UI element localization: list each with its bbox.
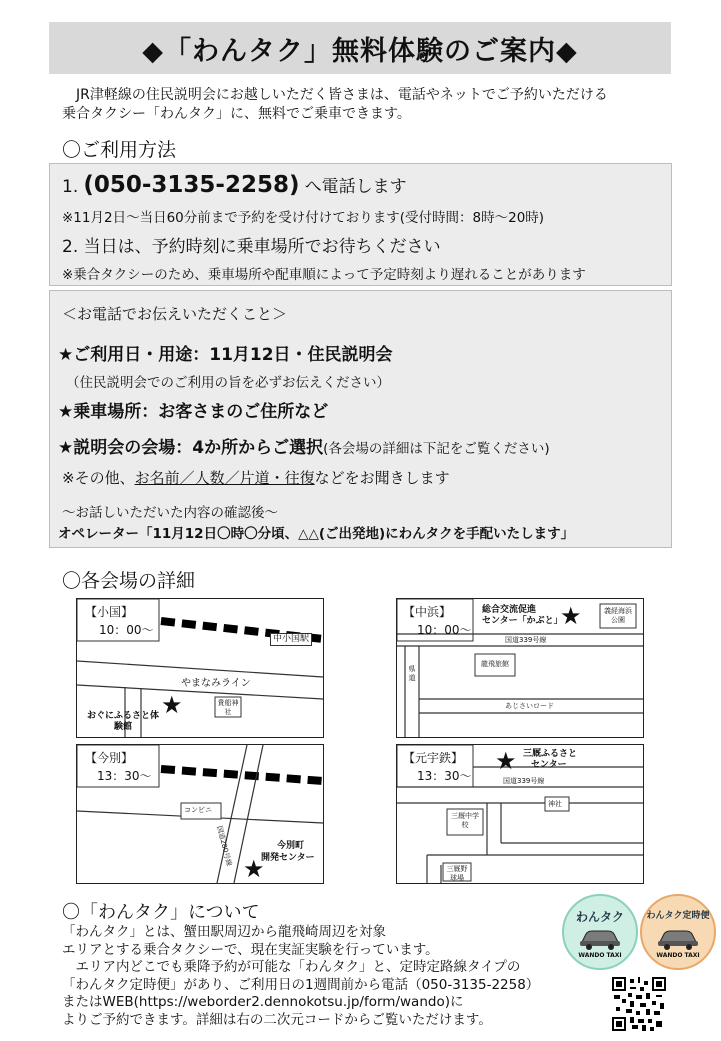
map-nakahama-time: 10：00～ <box>417 623 472 637</box>
info-item-venue-label: ★説明会の会場：4か所からご選択 <box>58 438 324 458</box>
phone-info-heading: ＜お電話でお伝えいただくこと＞ <box>62 305 288 323</box>
map-imabetsu-name: 【今別】 <box>85 751 134 765</box>
map-nakahama-park: 義経海浜公園 <box>604 607 632 624</box>
map-nakahama-name: 【中浜】 <box>403 605 452 619</box>
map-kokuni <box>76 598 324 738</box>
logo2-sub: WANDO TAXI <box>656 952 700 959</box>
about-line-5: またはWEB(https://weborder2.dennokotsu.jp/form/wando)に <box>62 994 464 1010</box>
map-motouta-star-icon: ★ <box>495 747 517 775</box>
about-line-3: エリア内どこでも乗降予約が可能な「わんタク」と、定時定路線タイプの <box>62 959 521 975</box>
map-nakahama-road: あじさいロード <box>505 702 554 710</box>
map-kokuni-star-icon: ★ <box>161 691 183 719</box>
step1-note: ※11月2日～当日60分前まで予約を受け付けております(受付時間：8時～20時) <box>62 210 545 226</box>
page-title: ◆「わんタク」無料体験のご案内◆ <box>49 22 671 74</box>
usage-box <box>49 163 672 286</box>
map-nakahama-route: 国道339号線 <box>505 636 547 644</box>
car-icon <box>656 926 700 950</box>
map-kokuni-shrine: 貴船神社 <box>217 699 239 716</box>
map-kokuni-venue: おぐにふるさと体験館 <box>87 711 160 732</box>
intro-text <box>62 86 672 124</box>
map-kokuni-road: やまなみライン <box>181 678 251 689</box>
about-line-4: 「わんタク定時便」があり、ご利用日の1週間前から電話（050-3135-2258） <box>62 976 540 993</box>
qr-code-icon[interactable] <box>612 977 666 1031</box>
logo1-sub: WANDO TAXI <box>578 952 622 959</box>
info-other-items: お名前／人数／片道・往復 <box>134 469 315 487</box>
about-heading: 〇「わんタク」について <box>62 902 260 923</box>
step2-note: ※乗合タクシーのため、乗車場所や配車順によって予定時刻より遅れることがあります <box>62 267 586 283</box>
map-motouta-shrine: 神社 <box>548 800 562 808</box>
intro-line-2: 乗合タクシー「わんタク」に、無料でご乗車できます。 <box>62 106 411 122</box>
info-operator: オペレーター「11月12日〇時〇分頃、△△(ご出発地)にわんタクを手配いたします」 <box>58 526 575 542</box>
step1-phone: (050-3135-2258) <box>83 172 300 198</box>
info-item-date-note: （住民説明会でのご利用の旨を必ずお伝えください） <box>66 375 390 391</box>
map-imabetsu-route: 国道280号線 <box>215 825 234 868</box>
info-item-pickup: ★乗車場所：お客さまのご住所など <box>58 402 329 422</box>
map-nakahama-side: 県道 <box>408 665 416 682</box>
map-imabetsu-venue-l1: 今別町 <box>277 841 305 851</box>
usage-heading: 〇ご利用方法 <box>62 139 177 161</box>
wando-teiji-logo <box>640 894 716 970</box>
info-other-prefix: ※その他、 <box>62 469 135 487</box>
map-motouta-school: 三厩中学校 <box>451 812 479 829</box>
info-other <box>62 467 450 488</box>
about-line-1: 「わんタク」とは、蟹田駅周辺から龍飛崎周辺を対象 <box>62 924 386 940</box>
about-text <box>62 924 610 1029</box>
map-nakahama <box>396 598 644 738</box>
wando-taxi-logo <box>562 894 638 970</box>
venues-heading: 〇各会場の詳細 <box>62 570 196 592</box>
map-nakahama-venue-l1: 総合交流促進 <box>482 605 537 615</box>
car-icon <box>578 926 622 950</box>
map-motouta-name: 【元宇鉄】 <box>403 751 464 765</box>
about-line-2: エリアとする乗合タクシーで、現在実証実験を行っています。 <box>62 941 439 958</box>
map-motouta-route: 国道339号線 <box>503 777 545 785</box>
intro-line-1: JR津軽線の住民説明会にお越しいただく皆さまは、電話やネットでご予約いただける <box>62 87 608 103</box>
map-kokuni-time: 10：00～ <box>99 623 154 637</box>
info-item-venue <box>58 433 550 458</box>
info-confirm: ～お話しいただいた内容の確認後～ <box>62 505 278 521</box>
map-motouta-field: 三厩野球場 <box>446 865 468 882</box>
map-motouta <box>396 744 644 884</box>
map-imabetsu <box>76 744 324 884</box>
step1 <box>62 172 407 198</box>
info-other-suffix: などをお聞きします <box>314 469 450 487</box>
step1-prefix: 1. <box>62 177 79 197</box>
map-motouta-time: 13：30～ <box>417 769 472 783</box>
map-imabetsu-star-icon: ★ <box>243 855 265 883</box>
logo2-text: わんタク定時便 <box>646 911 710 921</box>
logo1-text: わんタク <box>575 910 624 924</box>
info-item-date: ★ご利用日・用途：11月12日・住民説明会 <box>58 345 393 365</box>
step2: 2. 当日は、予約時刻に乗車場所でお待ちください <box>62 237 441 257</box>
map-nakahama-inn: 龍飛旅館 <box>481 660 509 668</box>
map-imabetsu-time: 13：30～ <box>97 769 152 783</box>
map-imabetsu-conv: コンビニ <box>184 806 212 814</box>
map-motouta-venue-l1: 三厩ふるさと <box>523 749 578 759</box>
info-item-venue-note: (各会場の詳細は下記をご覧ください) <box>323 441 550 457</box>
map-nakahama-star-icon: ★ <box>560 602 582 630</box>
qr-code-graphic <box>612 977 666 1031</box>
about-line-6: よりご予約できます。詳細は右の二次元コードからご覧いただけます。 <box>62 1011 492 1028</box>
step1-suffix: へ電話します <box>304 177 407 197</box>
phone-info-box <box>49 290 672 548</box>
map-kokuni-name: 【小国】 <box>85 605 134 619</box>
map-kokuni-station: 中小国駅 <box>270 633 312 646</box>
map-imabetsu-venue-l2: 開発センター <box>261 853 315 863</box>
map-motouta-venue-l2: センター <box>531 760 567 770</box>
map-nakahama-venue-l2: センター「かぶと」 <box>482 616 563 626</box>
